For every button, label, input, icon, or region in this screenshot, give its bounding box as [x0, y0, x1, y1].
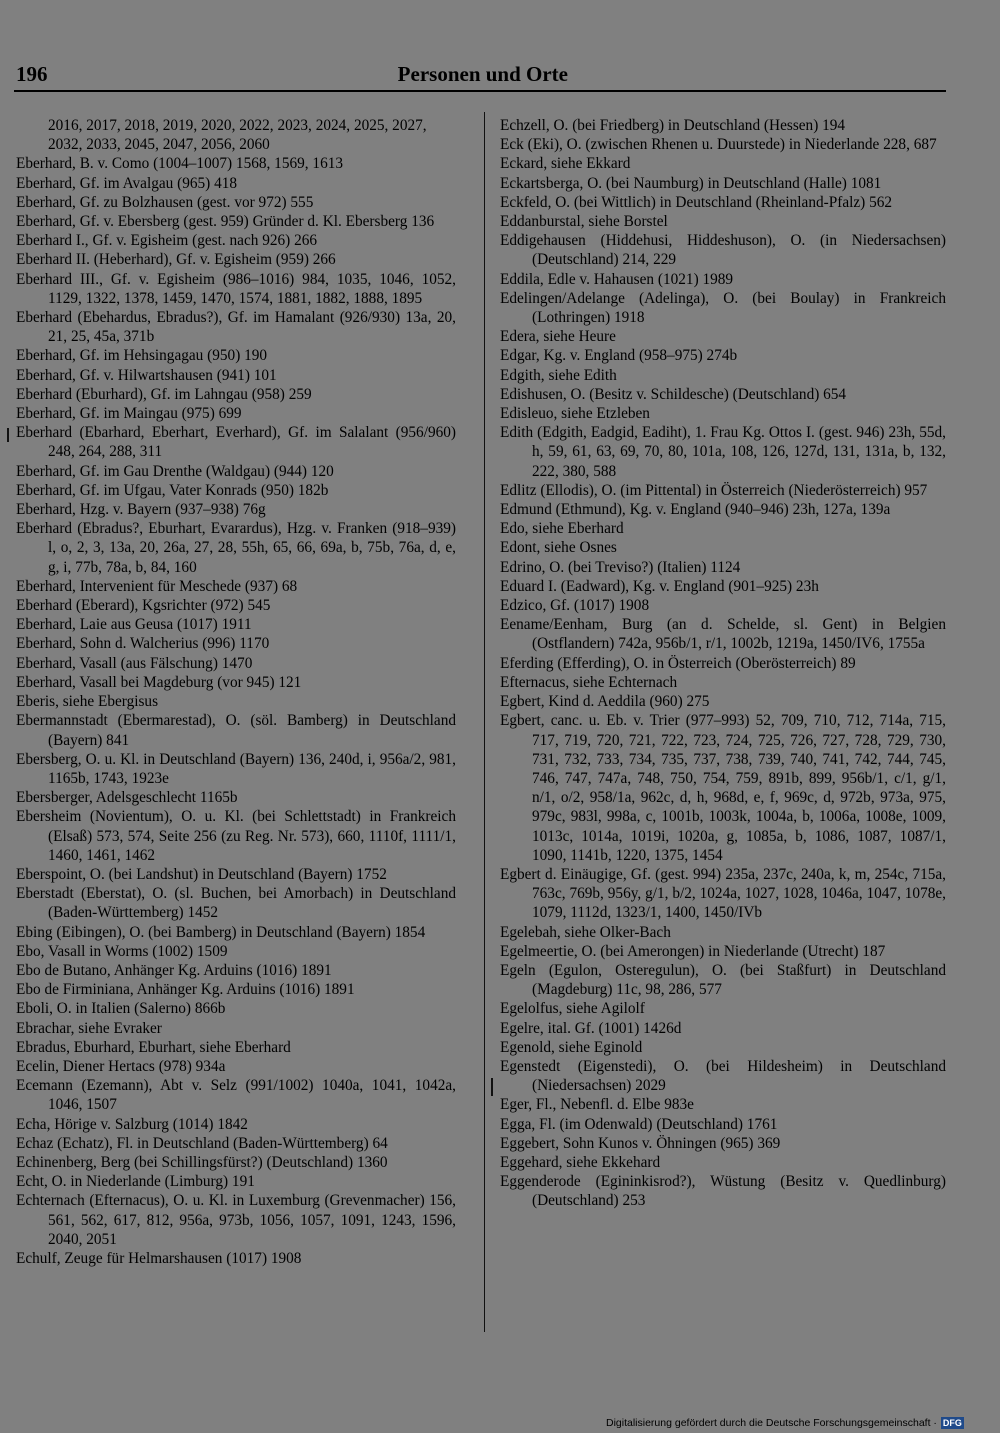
left-column: [16, 116, 456, 1268]
index-entry: Eferding (Efferding), O. in Österreich (Oberösterreich) 89: [500, 654, 856, 672]
column-divider: [484, 112, 485, 1332]
index-entry: Eberhard, Sohn d. Walcherius (996) 1170: [16, 635, 270, 653]
index-entry: Eberhard (Ebradus?, Eburhart, Evarardus), Hzg. v. Franken (918–939) l, o, 2, 3, 13a, 20, 26a, 27, 28, 55h, 65, 66, 69a, b, 75b, 76a, d, e, g, i, 77b, 78a, b, 84, 160: [16, 520, 456, 576]
index-entry: Ebersberger, Adelsgeschlecht 1165b: [16, 789, 238, 807]
index-entry: Edera, siehe Heure: [500, 328, 616, 346]
index-entry: Eberhard, Gf. v. Hilwartshausen (941) 101: [16, 366, 277, 384]
index-entry: Ecelin, Diener Hertacs (978) 934a: [16, 1057, 226, 1075]
index-entry: Eename/Eenham, Burg (an d. Schelde, sl. Gent) in Belgien (Ostflandern) 742a, 956b/1, r/1, 1002b, 1219a, 1450/IV6, 1755a: [500, 616, 946, 653]
index-entry: Ecemann (Ezemann), Abt v. Selz (991/1002) 1040a, 1041, 1042a, 1046, 1507: [16, 1077, 456, 1114]
header-rule: [14, 90, 946, 92]
index-entry: Egenstedt (Eigenstedi), O. (bei Hildesheim) in Deutschland (Niedersachsen) 2029: [500, 1057, 946, 1095]
index-entry: Eberhard, Gf. im Maingau (975) 699: [16, 405, 242, 423]
index-entry: Eberis, siehe Ebergisus: [16, 693, 159, 711]
index-entry: Egbert, Kind d. Aeddila (960) 275: [500, 693, 710, 711]
index-entry: Egelolfus, siehe Agilolf: [500, 1000, 645, 1018]
index-entry: Eberhard, Gf. v. Ebersberg (gest. 959) Gründer d. Kl. Ebersberg 136: [16, 213, 435, 231]
index-entry: Ebersberg, O. u. Kl. in Deutschland (Bayern) 136, 240d, i, 956a/2, 981, 1165b, 1743, 1923e: [16, 750, 456, 787]
index-entry: Ebing (Eibingen), O. (bei Bamberg) in Deutschland (Bayern) 1854: [16, 923, 426, 941]
index-entry: Echt, O. in Niederlande (Limburg) 191: [16, 1173, 255, 1191]
index-entry: Eberstadt (Eberstat), O. (sl. Buchen, bei Amorbach) in Deutschland (Baden-Württemberg) 1452: [16, 885, 456, 922]
index-entry: Eberhard, Gf. im Ufgau, Vater Konrads (950) 182b: [16, 481, 329, 499]
index-entry: Eckfeld, O. (bei Wittlich) in Deutschland (Rheinland-Pfalz) 562: [500, 193, 893, 211]
index-entry: Edgar, Kg. v. England (958–975) 274b: [500, 347, 738, 365]
index-entry: Eberhard, B. v. Como (1004–1007) 1568, 1569, 1613: [16, 155, 344, 173]
index-entry: Eberhard (Ebehardus, Ebradus?), Gf. im Hamalant (926/930) 13a, 20, 21, 25, 45a, 371b: [16, 309, 456, 346]
index-entry: Ebrachar, siehe Evraker: [16, 1019, 162, 1037]
index-entry: Eggehard, siehe Ekkehard: [500, 1153, 661, 1171]
index-entry: Eck (Eki), O. (zwischen Rhenen u. Duurstede) in Niederlande 228, 687: [500, 136, 937, 154]
index-entry: Ebo de Butano, Anhänger Kg. Arduins (1016) 1891: [16, 961, 332, 979]
index-entry: Eckartsberga, O. (bei Naumburg) in Deutschland (Halle) 1081: [500, 174, 882, 192]
index-entry: Edisleuo, siehe Etzleben: [500, 405, 650, 423]
index-entry: Eberhard III., Gf. v. Egisheim (986–1016) 984, 1035, 1046, 1052, 1129, 1322, 1378, 1459, 1470, 1574, 1881, 1882, 1888, 1895: [16, 270, 456, 307]
index-entry: Eggenderode (Egininkisrod?), Wüstung (Besitz v. Quedlinburg) (Deutschland) 253: [500, 1173, 946, 1210]
index-entry: Eberhard (Eberard), Kgsrichter (972) 545: [16, 597, 271, 615]
index-entry: Echa, Hörige v. Salzburg (1014) 1842: [16, 1115, 248, 1133]
index-entry: Echaz (Echatz), Fl. in Deutschland (Baden-Württemberg) 64: [16, 1134, 388, 1152]
dfg-logo: DFG: [942, 1418, 962, 1429]
index-entry: Egelebah, siehe Olker-Bach: [500, 923, 671, 941]
index-entry: Eberhard I., Gf. v. Egisheim (gest. nach 926) 266: [16, 232, 318, 250]
margin-mark: [491, 1078, 493, 1096]
index-entry: Eberhard, Gf. im Avalgau (965) 418: [16, 174, 238, 192]
index-entry: Eberhard, Intervenient für Meschede (937) 68: [16, 577, 298, 595]
continuation-text: 2016, 2017, 2018, 2019, 2020, 2022, 2023, 2024, 2025, 2027, 2032, 2033, 2045, 2047, 2056, 2060: [48, 117, 427, 154]
index-entry: Edo, siehe Eberhard: [500, 520, 624, 538]
right-column: [500, 116, 946, 1211]
index-entry: Eberhard (Ebarhard, Eberhart, Everhard), Gf. im Salalant (956/960) 248, 264, 288, 311: [16, 424, 456, 461]
index-entry: Edith (Edgith, Eadgid, Eadiht), 1. Frau Kg. Ottos I. (gest. 946) 23h, 55d, h, 59, 61, 63, 69, 70, 80, 101a, 108, 126, 127d, 131, 131a, b, 132, 222, 380, 588: [500, 424, 946, 480]
index-entry: Eberhard, Gf. im Gau Drenthe (Waldgau) (944) 120: [16, 462, 334, 480]
index-entry: Eduard I. (Eadward), Kg. v. England (901–925) 23h: [500, 577, 819, 595]
index-entry: Ebermannstadt (Ebermarestad), O. (söl. Bamberg) in Deutschland (Bayern) 841: [16, 712, 456, 749]
page-title: Personen und Orte: [397, 62, 568, 86]
index-entry: Edelingen/Adelange (Adelinga), O. (bei Boulay) in Frankreich (Lothringen) 1918: [500, 289, 946, 327]
index-entry: Echulf, Zeuge für Helmarshausen (1017) 1908: [16, 1249, 302, 1267]
index-entry: Ebo, Vasall in Worms (1002) 1509: [16, 942, 228, 960]
footer: [606, 1417, 964, 1429]
index-entry: Efternacus, siehe Echternach: [500, 673, 678, 691]
index-entry: Eckard, siehe Ekkard: [500, 155, 631, 173]
index-entry: Eddanburstal, siehe Borstel: [500, 213, 668, 231]
index-entry: Eger, Fl., Nebenfl. d. Elbe 983e: [500, 1096, 694, 1114]
page-header: [14, 62, 946, 92]
index-entry: Eberhard (Eburhard), Gf. im Lahngau (958) 259: [16, 385, 312, 403]
index-entry: Egelre, ital. Gf. (1001) 1426d: [500, 1019, 682, 1037]
index-entry: Eberhard, Vasall (aus Fälschung) 1470: [16, 654, 253, 672]
index-entry: Eberhard, Gf. zu Bolzhausen (gest. vor 972) 555: [16, 193, 314, 211]
index-entry: Egbert d. Einäugige, Gf. (gest. 994) 235a, 237c, 240a, k, m, 254c, 715a, 763c, 769b, 956y, g/1, b/2, 1024a, 1027, 1028, 1046a, 1047, 1078e, 1079, 1112d, 1323/1, 1400, 1450/IVb: [500, 865, 946, 922]
index-entry: Edrino, O. (bei Treviso?) (Italien) 1124: [500, 558, 741, 576]
index-entry: Eddila, Edle v. Hahausen (1021) 1989: [500, 270, 734, 288]
index-entry: Echinenberg, Berg (bei Schillingsfürst?) (Deutschland) 1360: [16, 1153, 388, 1171]
index-entry: Edlitz (Ellodis), O. (im Pittental) in Österreich (Niederösterreich) 957: [500, 481, 928, 499]
left-entry-list: [16, 154, 456, 1268]
index-entry: Echternach (Efternacus), O. u. Kl. in Luxemburg (Grevenmacher) 156, 561, 562, 617, 812, 956a, 973b, 1056, 1057, 1091, 1243, 1596, 2040, 2051: [16, 1192, 456, 1248]
index-entry: Edzico, Gf. (1017) 1908: [500, 597, 650, 615]
index-entry: Egenold, siehe Eginold: [500, 1038, 643, 1056]
index-entry: Eggebert, Sohn Kunos v. Öhningen (965) 369: [500, 1134, 781, 1152]
index-entry: Ebradus, Eburhard, Eburhart, siehe Eberhard: [16, 1038, 291, 1056]
index-entry: Eberhard, Hzg. v. Bayern (937–938) 76g: [16, 501, 266, 519]
index-entry: Eberspoint, O. (bei Landshut) in Deutschland (Bayern) 1752: [16, 865, 387, 883]
page-number: 196: [16, 62, 48, 86]
index-entry: Ebersheim (Novientum), O. u. Kl. (bei Schlettstadt) in Frankreich (Elsaß) 573, 574, Seite 256 (zu Reg. Nr. 573), 660, 1110f, 1111/1, 1460, 1461, 1462: [16, 808, 456, 864]
index-entry: Eddigehausen (Hiddehusi, Hiddeshuson), O. (in Niedersachsen) (Deutschland) 214, 229: [500, 232, 946, 269]
index-entry: Edishusen, O. (Besitz v. Schildesche) (Deutschland) 654: [500, 385, 847, 403]
index-entry: Edmund (Ethmund), Kg. v. England (940–946) 23h, 127a, 139a: [500, 501, 891, 519]
index-entry: Egelmeertie, O. (bei Amerongen) in Niederlande (Utrecht) 187: [500, 942, 886, 960]
index-entry: Eberhard, Laie aus Geusa (1017) 1911: [16, 616, 252, 634]
index-entry: Ebo de Firminiana, Anhänger Kg. Arduins (1016) 1891: [16, 981, 355, 999]
index-entry: Edgith, siehe Edith: [500, 366, 617, 384]
index-entry: Eberhard II. (Heberhard), Gf. v. Egisheim (959) 266: [16, 251, 336, 269]
index-entry: Egbert, canc. u. Eb. v. Trier (977–993) 52, 709, 710, 712, 714a, 715, 717, 719, 720, 721, 722, 723, 724, 725, 726, 727, 728, 729, 730, 731, 732, 733, 734, 735, 737, 738, 739, 740, 741, 742, 744, 745, 746, 747, 747a, 748, 750, 754, 759, 891b, 899, 956b/1, c/1, g/1, n/1, o/2, 958/1a, 962c, d, h, 968d, e, f, 969c, d, 972b, 973a, 975, 979c, 983l, 998a, c, 1001b, 1003k, 1004a, b, 1006a, 1008e, 1009, 1013c, 1014a, 1019i, 1020a, g, 1085a, b, 1086, 1087, 1087/1, 1090, 1141b, 1220, 1375, 1454: [500, 712, 946, 864]
footer-text: Digitalisierung gefördert durch die Deutsche Forschungsgemeinschaft ·: [606, 1417, 937, 1429]
index-entry: Echzell, O. (bei Friedberg) in Deutschland (Hessen) 194: [500, 117, 846, 134]
index-entry: Egeln (Egulon, Osteregulun), O. (bei Staßfurt) in Deutschland (Magdeburg) 11c, 98, 286, 577: [500, 961, 946, 999]
right-entry-list: [500, 116, 946, 1211]
index-entry: Eberhard, Vasall bei Magdeburg (vor 945) 121: [16, 673, 302, 691]
margin-mark: [7, 428, 9, 442]
index-entry: Eberhard, Gf. im Hehsingagau (950) 190: [16, 347, 268, 365]
index-entry: Egga, Fl. (im Odenwald) (Deutschland) 1761: [500, 1115, 778, 1133]
index-entry: Eboli, O. in Italien (Salerno) 866b: [16, 1000, 226, 1018]
index-entry: Edont, siehe Osnes: [500, 539, 617, 557]
